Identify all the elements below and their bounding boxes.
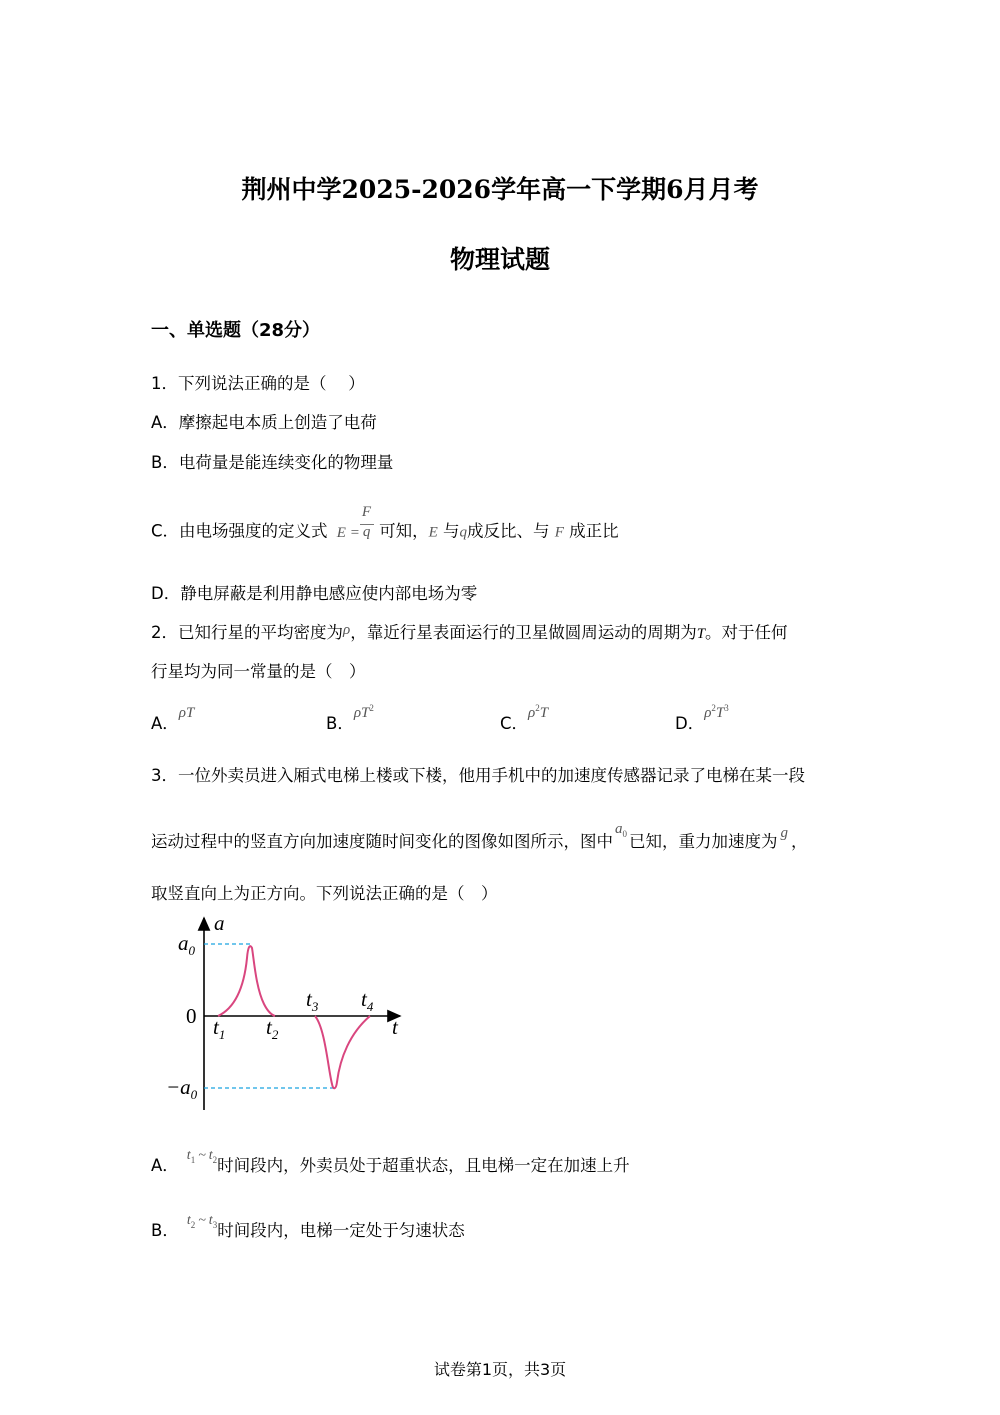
q2-option-d-exp2: 3	[724, 703, 729, 713]
q3-stem-line3: 取竖直向上为正方向。下列说法正确的是（ ）	[151, 884, 498, 903]
q2-option-b-label: B．	[326, 714, 354, 733]
q2-option-b-base: ρT	[353, 705, 370, 721]
q2-option-b-expr	[354, 705, 374, 721]
q3-option-b	[151, 1213, 465, 1242]
q3-option-a-interval	[187, 1148, 217, 1163]
page-footer: 试卷第1页，共3页	[433, 1360, 567, 1379]
q1-option-c-text2: 与	[443, 521, 460, 541]
q3-option-b-interval	[187, 1213, 217, 1228]
formula-fraction	[360, 504, 374, 544]
q2-option-c-label: C．	[500, 714, 529, 733]
interval-start-sub: 2	[190, 1219, 196, 1230]
q2-stem-part2: ，靠近行星表面运行的卫星做圆周运动的周期为	[350, 623, 697, 642]
q3-option-b-label: B．	[151, 1221, 179, 1240]
q1-option-c-text4: 成正比	[569, 521, 619, 541]
x-tick-t1-base: t	[213, 1015, 219, 1039]
q2-option-d-tail: T	[715, 705, 725, 721]
q3-stem-part-a: 运动过程中的竖直方向加速度随时间变化的图像如图所示，图中	[151, 832, 613, 851]
q2-option-d-base: ρ	[704, 705, 712, 721]
q3-option-b-text: 时间段内，电梯一定处于匀速状态	[217, 1221, 465, 1240]
x-tick-t3	[306, 987, 319, 1014]
q2-option-d-exp1: 2	[711, 703, 716, 713]
q2-option-b	[326, 703, 374, 734]
formula-denominator: q	[362, 524, 371, 540]
q3-stem-line1: 3．一位外卖员进入厢式电梯上楼或下楼，他用手机中的加速度传感器记录了电梯在某一段	[151, 766, 805, 785]
interval-start: t	[186, 1148, 191, 1163]
q2-option-d-label: D．	[675, 714, 705, 733]
interval-end: t	[208, 1148, 213, 1163]
y-tick-zero: 0	[186, 1004, 197, 1028]
formula-numerator: F	[361, 504, 371, 520]
q3-option-a	[151, 1148, 630, 1177]
symbol-a0-sub: 0	[622, 829, 627, 839]
q2-stem-line2: 行星均为同一常量的是（ ）	[151, 662, 366, 681]
y-tick-neg-a0	[166, 1075, 198, 1102]
q1-option-c	[151, 504, 619, 550]
q1-option-b: B．电荷量是能连续变化的物理量	[151, 453, 394, 472]
y-tick-neg-a0-base: −a	[166, 1075, 191, 1099]
symbol-a0	[615, 821, 627, 837]
interval-end-sub: 2	[212, 1154, 218, 1165]
q2-option-c-expr	[528, 705, 548, 721]
symbol-a0-base: a	[615, 821, 623, 837]
x-tick-t3-sub: 3	[311, 999, 319, 1014]
y-tick-neg-a0-sub: 0	[190, 1087, 198, 1102]
y-tick-a0	[178, 931, 196, 958]
page-title: 荆州中学2025-2026学年高一下学期6月月考	[241, 175, 759, 204]
symbol-g: g	[780, 825, 788, 841]
q1-option-c-text3: 成反比、与	[467, 521, 550, 541]
q2-option-a-label: A．	[151, 714, 179, 733]
symbol-q: q	[459, 524, 467, 541]
negative-acceleration-curve	[315, 1016, 370, 1088]
interval-end: t	[208, 1213, 213, 1228]
x-tick-t2	[266, 1015, 279, 1042]
acceleration-time-graph	[160, 908, 420, 1118]
symbol-F: F	[554, 524, 564, 541]
q2-stem-line1	[151, 619, 788, 643]
positive-acceleration-curve	[218, 946, 275, 1016]
section-heading: 一、单选题（28分）	[151, 320, 321, 341]
x-tick-t3-base: t	[306, 987, 312, 1011]
q2-option-c-base: ρ	[528, 705, 536, 721]
q3-stem-part-c: ，	[791, 832, 808, 851]
x-tick-t4-sub: 4	[366, 999, 374, 1014]
q2-option-c	[500, 703, 549, 734]
q2-option-c-exp: 2	[535, 703, 540, 713]
q2-option-c-tail: T	[539, 705, 549, 721]
interval-start-sub: 1	[190, 1154, 196, 1165]
q2-option-b-exp: 2	[369, 703, 374, 713]
q2-option-d-expr	[704, 705, 729, 721]
q1-option-a: A．摩擦起电本质上创造了电荷	[151, 413, 377, 432]
q2-stem-part1: 2．已知行星的平均密度为	[151, 623, 343, 642]
page-subtitle: 物理试题	[449, 245, 550, 274]
q3-option-a-text: 时间段内，外卖员处于超重状态，且电梯一定在加速上升	[217, 1156, 630, 1175]
q3-stem-part-b: 已知，重力加速度为	[629, 832, 778, 851]
q1-option-c-prefix: C．由电场强度的定义式	[151, 521, 328, 541]
q2-option-a	[151, 705, 195, 734]
x-tick-t4	[361, 987, 374, 1014]
interval-start: t	[186, 1213, 191, 1228]
q1-option-d: D．静电屏蔽是利用静电感应使内部电场为零	[151, 584, 478, 603]
x-tick-t4-base: t	[361, 987, 367, 1011]
y-tick-a0-base: a	[178, 931, 189, 955]
x-tick-t2-base: t	[266, 1015, 272, 1039]
symbol-E: E	[428, 524, 438, 541]
q2-option-d	[675, 703, 729, 734]
q2-stem-part3: 。对于任何	[705, 623, 788, 642]
q3-stem-line2	[151, 821, 808, 853]
q1-stem: 1．下列说法正确的是（ ）	[151, 374, 365, 393]
q2-option-a-expr: ρT	[178, 705, 195, 721]
x-axis-label: t	[392, 1015, 398, 1039]
x-tick-t2-sub: 2	[271, 1027, 279, 1042]
q3-option-a-label: A．	[151, 1156, 179, 1175]
interval-end-sub: 3	[212, 1219, 218, 1230]
y-axis-label: a	[214, 911, 225, 935]
symbol-T: T	[696, 626, 706, 642]
interval-tilde: ~	[198, 1213, 206, 1228]
x-tick-t1-sub: 1	[218, 1027, 226, 1042]
q1-option-c-text1: 可知，	[379, 521, 429, 541]
x-tick-t1	[213, 1015, 225, 1042]
interval-tilde: ~	[198, 1148, 206, 1163]
symbol-rho: ρ	[343, 622, 351, 638]
y-tick-a0-sub: 0	[188, 943, 195, 958]
formula-lhs: E =	[336, 524, 360, 541]
